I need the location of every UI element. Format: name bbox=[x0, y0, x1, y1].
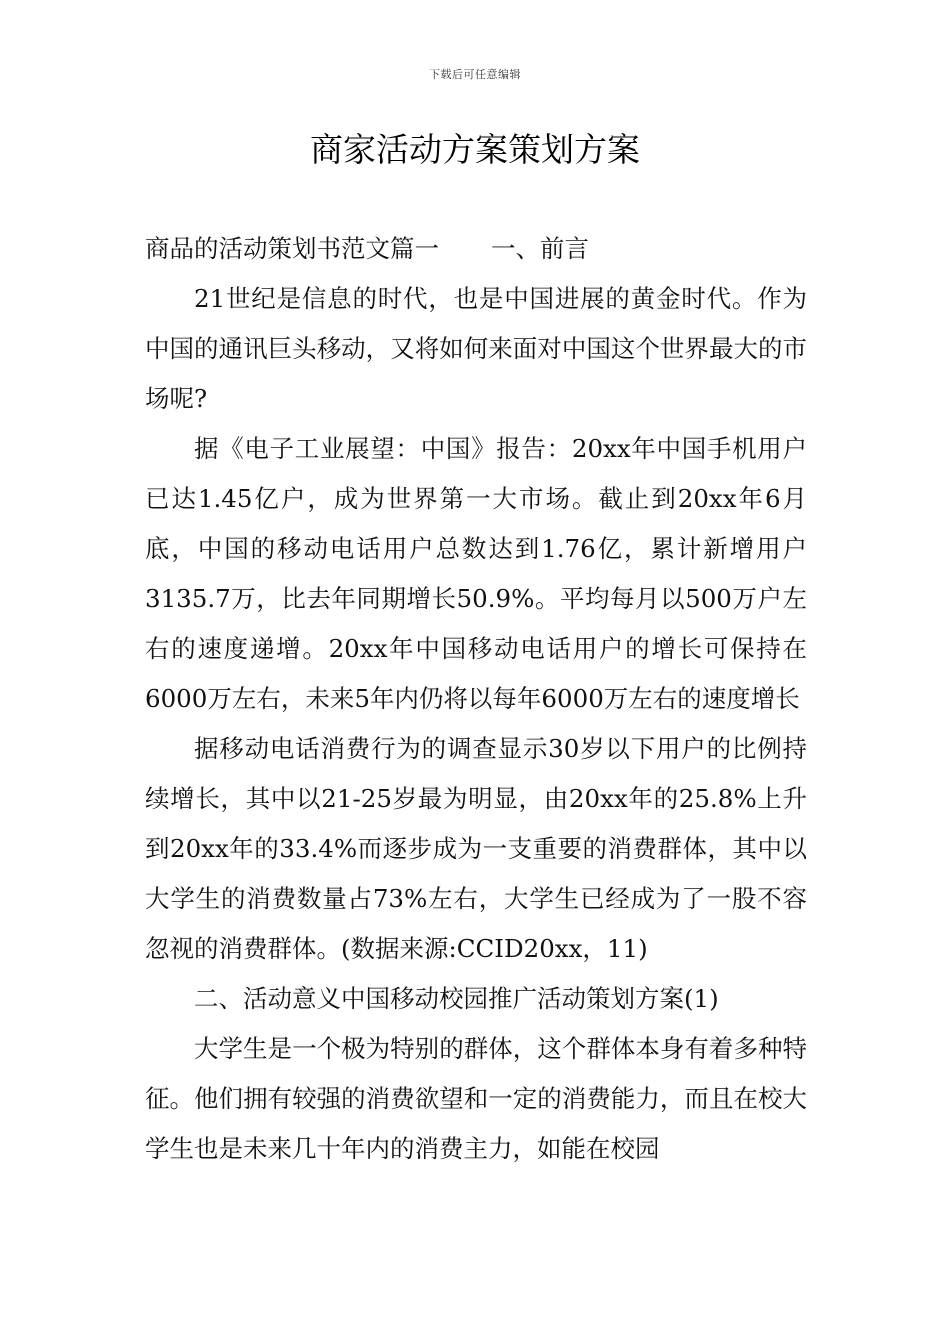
subtitle-line bbox=[145, 224, 807, 274]
section-heading-preface: 一、前言 bbox=[491, 234, 589, 263]
header-note: 下载后可任意编辑 bbox=[429, 68, 521, 81]
document-body bbox=[145, 224, 807, 1174]
document-title: 商家活动方案策划方案 bbox=[310, 130, 640, 169]
paragraph: 21世纪是信息的时代，也是中国进展的黄金时代。作为中国的通讯巨头移动，又将如何来面对中国这个世界最大的市场呢? bbox=[145, 284, 807, 413]
subtitle-text: 商品的活动策划书范文篇一 bbox=[145, 234, 439, 263]
paragraph: 据《电子工业展望：中国》报告：20xx年中国手机用户已达1.45亿户，成为世界第一大市场。截止到20xx年6月底，中国的移动电话用户总数达到1.76亿，累计新增用户3135.7万，比去年同期增长50.9%。平均每月以500万户左右的速度递增。20xx年中国移动电话用户的增长可保持在6000万左右，未来5年内仍将以每年6000万左右的速度增长 bbox=[145, 434, 807, 713]
paragraph: 据移动电话消费行为的调查显示30岁以下用户的比例持续增长，其中以21-25岁最为明显，由20xx年的25.8%上升到20xx年的33.4%而逐步成为一支重要的消费群体，其中以大学生的消费数量占73%左右，大学生已经成为了一股不容忽视的消费群体。(数据来源:CCID20xx，11) bbox=[145, 734, 807, 963]
section-heading-significance: 二、活动意义中国移动校园推广活动策划方案(1) bbox=[194, 984, 719, 1013]
paragraph: 大学生是一个极为特别的群体，这个群体本身有着多种特征。他们拥有较强的消费欲望和一定的消费能力，而且在校大学生也是未来几十年内的消费主力，如能在校园 bbox=[145, 1034, 807, 1163]
